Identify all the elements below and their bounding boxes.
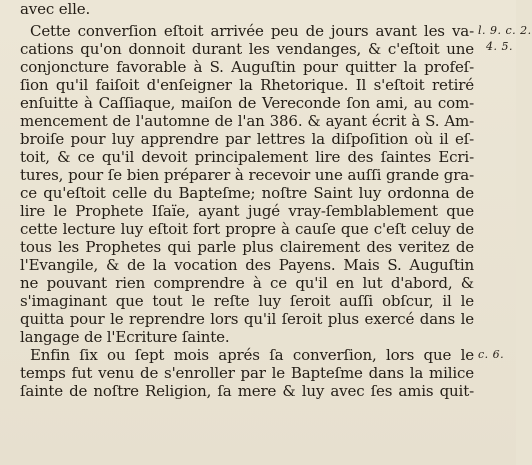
text-line: toit, & ce qu'il devoit principalement lire des ſaintes Ecri- bbox=[20, 148, 474, 166]
text-line: conjoncture favorable à S. Auguſtin pour quitter la profeſ- bbox=[20, 58, 474, 76]
text-line: temps fut venu de s'enroller par le Bapteſme dans la milice bbox=[20, 364, 474, 382]
text-line: s'imaginant que tout le reſte luy ſeroit auſſi obſcur, il le bbox=[20, 292, 474, 310]
margin-note: 4. 5. bbox=[486, 40, 513, 53]
text-line: cette lecture luy eſtoit fort propre à cauſe que c'eſt celuy de bbox=[20, 220, 474, 238]
text-line: l'Evangile, & de la vocation des Payens. Mais S. Auguſtin bbox=[20, 256, 474, 274]
text-line: quitta pour le reprendre lors qu'il ſeroit plus exercé dans le bbox=[20, 310, 474, 328]
text-line: tous les Prophetes qui parle plus clairement des veritez de bbox=[20, 238, 474, 256]
margin-note: c. 6. bbox=[478, 348, 505, 361]
text-line: Cette converſion eſtoit arrivée peu de jours avant les va- bbox=[30, 22, 474, 40]
text-line: ſion qu'il faiſoit d'enſeigner la Rhetorique. Il s'eſtoit retiré bbox=[20, 76, 474, 94]
text-line: ſainte de noſtre Religion, ſa mere & luy avec ſes amis quit- bbox=[20, 382, 474, 400]
text-line: cations qu'on donnoit durant les vendanges, & c'eſtoit une bbox=[20, 40, 474, 58]
text-line: ce qu'eſtoit celle du Bapteſme; noſtre Saint luy ordonna de bbox=[20, 184, 474, 202]
text-line: ne pouvant rien comprendre à ce qu'il en lut d'abord, & bbox=[20, 274, 474, 292]
text-line: mencement de l'automne de l'an 386. & ayant écrit à S. Am- bbox=[20, 112, 474, 130]
text-line: langage de l'Ecriture ſainte. bbox=[20, 328, 230, 346]
text-line: lire le Prophete Iſaïe, ayant jugé vray-ſemblablement que bbox=[20, 202, 474, 220]
text-line: enſuitte à Caſſiaque, maiſon de Vereconde ſon ami, au com- bbox=[20, 94, 474, 112]
text-line: Enfin ſix ou ſept mois aprés ſa converſion, lors que le bbox=[30, 346, 474, 364]
text-line: broiſe pour luy apprendre par lettres la diſpoſition où il eſ- bbox=[20, 130, 474, 148]
margin-note: l. 9. c. 2. bbox=[478, 24, 532, 37]
text-line: tures, pour ſe bien préparer à recevoir une auſſi grande gra- bbox=[20, 166, 474, 184]
text-line: avec elle. bbox=[20, 0, 91, 18]
